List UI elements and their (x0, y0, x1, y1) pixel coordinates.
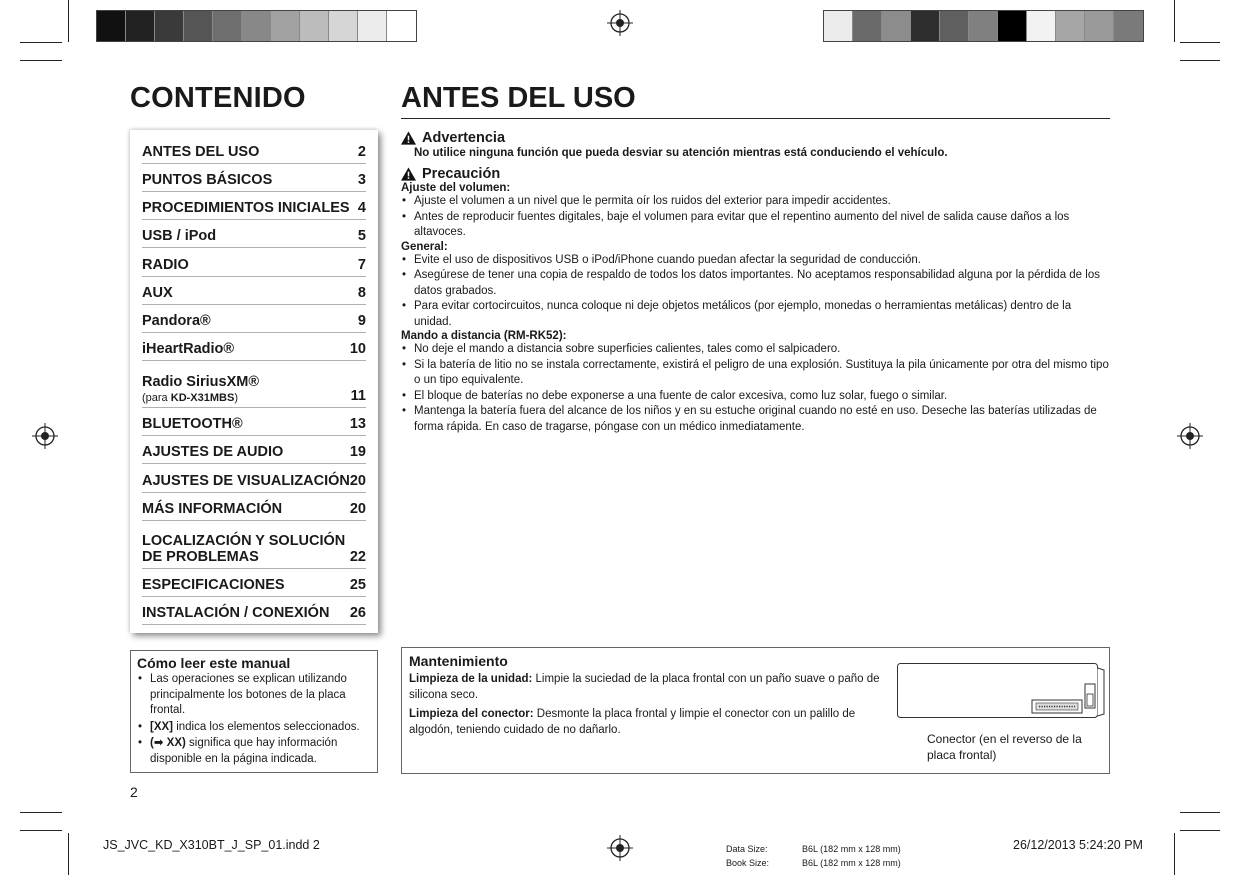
page-number: 2 (130, 784, 138, 800)
connector-caption: Conector (en el reverso de la placa frontal) (927, 732, 1082, 762)
how-to-read-title: Cómo leer este manual (137, 655, 291, 671)
color-swatch (271, 11, 300, 41)
toc-item-page: 22 (349, 549, 366, 565)
caution-subheading: Ajuste del volumen: (401, 182, 511, 194)
toc-item[interactable] (142, 277, 366, 305)
list-item: • No deje el mando a distancia sobre superficies calientes, tales como el salpicadero. (401, 342, 1111, 358)
toc-item-label: iHeartRadio® (142, 341, 235, 357)
color-swatch (969, 11, 998, 41)
toc-item-label: Pandora® (142, 313, 211, 329)
toc-item-page: 2 (357, 144, 366, 160)
toc-item-label: AJUSTES DE AUDIO (142, 444, 284, 460)
color-swatch (213, 11, 242, 41)
toc-item-page: 7 (357, 257, 366, 273)
color-swatch (911, 11, 940, 41)
toc-item[interactable] (142, 408, 366, 436)
warning-triangle-icon (401, 131, 416, 145)
toc-item-label: Radio SiriusXM® (para KD-X31MBS) (142, 374, 260, 404)
page-title: ANTES DEL USO (401, 82, 636, 114)
color-swatch (97, 11, 126, 41)
list-item: • Ajuste el volumen a un nivel que le permita oír los ruidos del exterior para impedir accidentes. (401, 194, 1111, 210)
toc-item-label: RADIO (142, 257, 189, 273)
toc-item-label: AUX (142, 285, 173, 301)
color-swatch (329, 11, 358, 41)
color-swatch (940, 11, 969, 41)
caution-list (401, 194, 1111, 241)
toc-item[interactable] (142, 220, 366, 248)
list-item: • Las operaciones se explican utilizando principalmente los botones de la placa frontal. (137, 672, 369, 719)
color-swatch (998, 11, 1027, 41)
caution-heading (401, 166, 1111, 182)
toc-item-page: 8 (357, 285, 366, 301)
color-bar-left (96, 10, 417, 42)
maintenance-connector-text: Limpieza del conector: Desmonte la placa frontal y limpie el conector con un palillo de algodón, teniendo cuidado de no dañarlo. (409, 708, 856, 736)
title-rule (401, 118, 1110, 119)
warning-section (401, 130, 1111, 435)
warning-triangle-icon (401, 167, 416, 181)
list-item: • (➡ XX) significa que hay información disponible en la página indicada. (137, 736, 369, 767)
slug-data-size-label: Data Size: (726, 844, 768, 854)
color-swatch (358, 11, 387, 41)
color-swatch (1085, 11, 1114, 41)
toc-item-page: 5 (357, 228, 366, 244)
faceplate-illustration (897, 662, 1106, 722)
toc-item-label: ANTES DEL USO (142, 144, 260, 160)
color-swatch (1114, 11, 1143, 41)
color-swatch (126, 11, 155, 41)
toc-item[interactable] (142, 493, 366, 521)
color-swatch (824, 11, 853, 41)
slug-data-size-value: B6L (182 mm x 128 mm) (802, 844, 901, 854)
toc-item[interactable] (142, 436, 366, 464)
color-swatch (155, 11, 184, 41)
toc-item[interactable] (142, 192, 366, 220)
list-item: • El bloque de baterías no debe exponerse a una fuente de calor excesiva, como luz solar, fuego o similar. (401, 389, 1111, 405)
caution-title: Precaución (422, 166, 501, 182)
color-swatch (1027, 11, 1056, 41)
caution-subheading: Mando a distancia (RM-RK52): (401, 330, 567, 342)
list-item: • Evite el uso de dispositivos USB o iPod/iPhone cuando puedan afectar la seguridad de conducción. (401, 253, 1111, 269)
registration-mark-icon (32, 423, 58, 449)
how-to-read-box (130, 650, 378, 773)
toc-item[interactable] (142, 569, 366, 597)
toc-item-label: ESPECIFICACIONES (142, 577, 285, 593)
toc-list (142, 136, 366, 625)
toc-item[interactable] (142, 361, 366, 408)
maintenance-unit-text: Limpieza de la unidad: Limpie la suciedad de la placa frontal con un paño suave o paño de silicona seco. (409, 673, 880, 701)
maintenance-title: Mantenimiento (409, 653, 508, 669)
toc-item-page: 19 (349, 444, 366, 460)
toc-item-page: 13 (349, 416, 366, 432)
toc-item[interactable] (142, 464, 366, 493)
color-swatch (300, 11, 329, 41)
toc-item-label: INSTALACIÓN / CONEXIÓN (142, 605, 330, 621)
toc-item-label: USB / iPod (142, 228, 217, 244)
list-item: • Mantenga la batería fuera del alcance de los niños y en su estuche original cuando no esté en uso. Deseche las baterías utilizadas de forma rápida. En caso de tragarse, póngase con un médico inmediatamente. (401, 404, 1111, 435)
slug-filename: JS_JVC_KD_X310BT_J_SP_01.indd 2 (103, 838, 320, 852)
toc-item[interactable] (142, 597, 366, 625)
color-bar-right (823, 10, 1144, 42)
slug-book-size-label: Book Size: (726, 858, 770, 868)
color-swatch (882, 11, 911, 41)
toc-item[interactable] (142, 136, 366, 164)
table-of-contents (130, 130, 378, 633)
registration-mark-icon (607, 10, 633, 36)
caution-list (401, 342, 1111, 435)
toc-item-page: 3 (357, 172, 366, 188)
toc-item-label: AJUSTES DE VISUALIZACIÓN (142, 473, 350, 489)
caution-sections (401, 182, 1111, 435)
toc-item-label: LOCALIZACIÓN Y SOLUCIÓN DE PROBLEMAS (142, 533, 346, 565)
color-swatch (1056, 11, 1085, 41)
warning-heading (401, 130, 1111, 146)
list-item: • [XX] indica los elementos seleccionados. (137, 720, 369, 736)
toc-item-page: 20 (349, 473, 366, 489)
list-item: • Para evitar cortocircuitos, nunca coloque ni deje objetos metálicos (por ejemplo, monedas o herramientas metálicas) dentro de la unidad. (401, 299, 1111, 330)
toc-item-page: 11 (350, 388, 366, 404)
toc-item[interactable] (142, 248, 366, 277)
caution-list (401, 253, 1111, 331)
color-swatch (242, 11, 271, 41)
toc-item-page: 4 (357, 200, 366, 216)
toc-item-page: 10 (349, 341, 366, 357)
toc-item-label: BLUETOOTH® (142, 416, 243, 432)
toc-item-page: 26 (349, 605, 366, 621)
slug-timestamp: 26/12/2013 5:24:20 PM (1013, 838, 1143, 852)
list-item: • Antes de reproducir fuentes digitales, baje el volumen para evitar que el repentino aumento del nivel de salida cause daños a los altavoces. (401, 210, 1111, 241)
maintenance-box (401, 647, 1110, 774)
toc-item[interactable] (142, 164, 366, 192)
toc-item-label: PROCEDIMIENTOS INICIALES (142, 200, 350, 216)
warning-text: No utilice ninguna función que pueda desviar su atención mientras está conduciendo el vehículo. (414, 147, 948, 159)
list-item: • Asegúrese de tener una copia de respaldo de todos los datos importantes. No aceptamos responsabilidad alguna por la pérdida de los datos grabados. (401, 268, 1111, 299)
toc-item[interactable] (142, 333, 366, 361)
color-swatch (853, 11, 882, 41)
toc-item-page: 9 (357, 313, 366, 329)
caution-subheading: General: (401, 240, 448, 253)
toc-item-page: 25 (349, 577, 366, 593)
registration-mark-icon (1177, 423, 1203, 449)
list-item: • Si la batería de litio no se instala correctamente, existirá el peligro de una explosión. Sustituya la pila únicamente por otra del mismo tipo o un tipo equivalente. (401, 358, 1111, 389)
slug-book-size-value: B6L (182 mm x 128 mm) (802, 858, 901, 868)
toc-item-page: 20 (349, 501, 366, 517)
toc-item[interactable] (142, 521, 366, 569)
warning-title: Advertencia (422, 130, 506, 146)
toc-item-label: PUNTOS BÁSICOS (142, 172, 273, 188)
toc-item-label: MÁS INFORMACIÓN (142, 501, 283, 517)
contents-title: CONTENIDO (130, 82, 306, 114)
toc-item[interactable] (142, 305, 366, 333)
color-swatch (387, 11, 416, 41)
color-swatch (184, 11, 213, 41)
registration-mark-icon (607, 835, 633, 861)
